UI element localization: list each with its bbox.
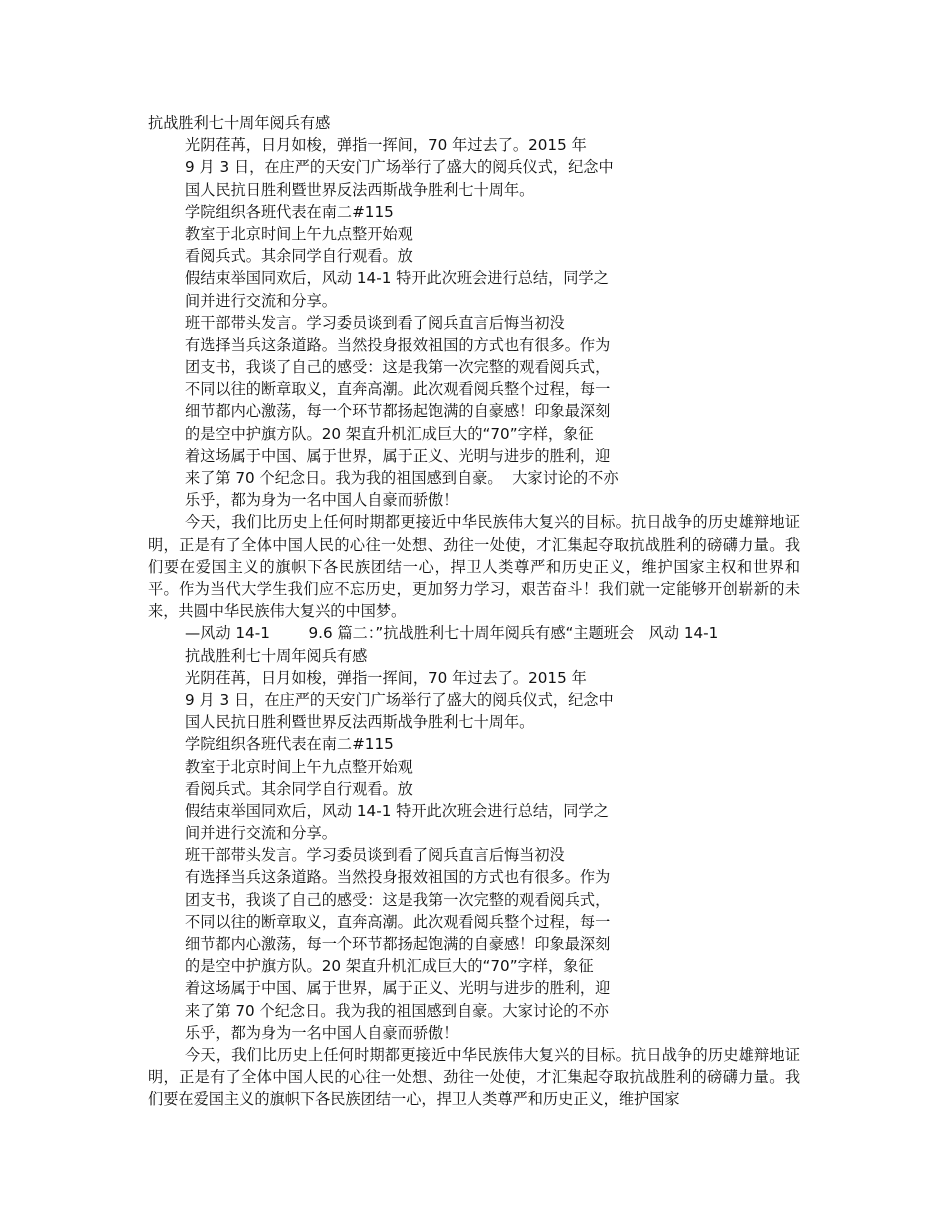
text-line: 乐乎，都为身为一名中国人自豪而骄傲！ bbox=[185, 1023, 459, 1042]
body-paragraph: 今天，我们比历史上任何时期都更接近中华民族伟大复兴的目标。抗日战争的历史雄辩地证明，正是有了全体中国人民的心往一处想、劲往一处使，才汇集起夺取抗战胜利的磅礴力量。我们要在爱国主义的旗帜下各民族团结一心，捍卫人类尊严和历史正义，维护国家 bbox=[148, 1045, 800, 1109]
text-line: 光阴荏苒，日月如梭，弹指一挥间，70 年过去了。2015 年 bbox=[185, 668, 587, 687]
text-line: 间并进行交流和分享。 bbox=[185, 824, 337, 843]
signature-line: —风动 14-1 9.6 篇二：”抗战胜利七十周年阅兵有感“主题班会 风动 14-1 bbox=[185, 624, 719, 643]
text-line: 着这场属于中国、属于世界，属于正义、光明与进步的胜利，迎 bbox=[185, 979, 611, 998]
text-line: 教室于北京时间上午九点整开始观 bbox=[185, 224, 413, 243]
body-paragraph: 今天，我们比历史上任何时期都更接近中华民族伟大复兴的目标。抗日战争的历史雄辩地证明，正是有了全体中国人民的心往一处想、劲往一处使，才汇集起夺取抗战胜利的磅礴力量。我们要在爱国主义的旗帜下各民族团结一心，捍卫人类尊严和历史正义，维护国家主权和世界和平。作为当代大学生我们应不忘历史，更加努力学习，艰苦奋斗！我们就一定能够开创崭新的未来，共圆中华民族伟大复兴的中国梦。 bbox=[148, 513, 800, 621]
text-line: 学院组织各班代表在南二#115 bbox=[185, 202, 394, 221]
text-line: 不同以往的断章取义，直奔高潮。此次观看阅兵整个过程，每一 bbox=[185, 912, 611, 931]
text-line: 有选择当兵这条道路。当然投身报效祖国的方式也有很多。作为 bbox=[185, 335, 611, 354]
text-line: 有选择当兵这条道路。当然投身报效祖国的方式也有很多。作为 bbox=[185, 868, 611, 887]
text-line: 学院组织各班代表在南二#115 bbox=[185, 735, 394, 754]
text-line: 不同以往的断章取义，直奔高潮。此次观看阅兵整个过程，每一 bbox=[185, 380, 611, 399]
text-line: 的是空中护旗方队。20 架直升机汇成巨大的“70”字样，象征 bbox=[185, 424, 594, 443]
text-line: 9 月 3 日，在庄严的天安门广场举行了盛大的阅兵仪式，纪念中 bbox=[185, 158, 614, 177]
text-line: 教室于北京时间上午九点整开始观 bbox=[185, 757, 413, 776]
text-line: 看阅兵式。其余同学自行观看。放 bbox=[185, 779, 413, 798]
text-line: 假结束举国同欢后，风动 14-1 特开此次班会进行总结，同学之 bbox=[185, 269, 609, 288]
text-line: 假结束举国同欢后，风动 14-1 特开此次班会进行总结，同学之 bbox=[185, 801, 609, 820]
text-line: 乐乎，都为身为一名中国人自豪而骄傲！ bbox=[185, 491, 459, 510]
section-title: 抗战胜利七十周年阅兵有感 bbox=[185, 646, 368, 665]
text-line: 细节都内心激荡，每一个环节都扬起饱满的自豪感！印象最深刻 bbox=[185, 935, 611, 954]
text-line: 间并进行交流和分享。 bbox=[185, 291, 337, 310]
document-title: 抗战胜利七十周年阅兵有感 bbox=[148, 114, 331, 132]
text-line: 国人民抗日胜利暨世界反法西斯战争胜利七十周年。 bbox=[185, 180, 535, 199]
text-line: 班干部带头发言。学习委员谈到看了阅兵直言后悔当初没 bbox=[185, 313, 565, 332]
text-line: 国人民抗日胜利暨世界反法西斯战争胜利七十周年。 bbox=[185, 713, 535, 732]
text-line: 团支书，我谈了自己的感受：这是我第一次完整的观看阅兵式， bbox=[185, 358, 611, 377]
text-line: 光阴荏苒，日月如梭，弹指一挥间，70 年过去了。2015 年 bbox=[185, 136, 587, 155]
text-line: 细节都内心激荡，每一个环节都扬起饱满的自豪感！印象最深刻 bbox=[185, 402, 611, 421]
text-line: 看阅兵式。其余同学自行观看。放 bbox=[185, 247, 413, 266]
text-line: 9 月 3 日，在庄严的天安门广场举行了盛大的阅兵仪式，纪念中 bbox=[185, 690, 614, 709]
text-line: 着这场属于中国、属于世界，属于正义、光明与进步的胜利，迎 bbox=[185, 446, 611, 465]
text-line: 团支书，我谈了自己的感受：这是我第一次完整的观看阅兵式， bbox=[185, 890, 611, 909]
text-line: 来了第 70 个纪念日。我为我的祖国感到自豪。大家讨论的不亦 bbox=[185, 1001, 609, 1020]
document-body bbox=[148, 112, 808, 1111]
text-line: 的是空中护旗方队。20 架直升机汇成巨大的“70”字样，象征 bbox=[185, 957, 594, 976]
text-line: 来了第 70 个纪念日。我为我的祖国感到自豪。 大家讨论的不亦 bbox=[185, 469, 619, 487]
text-line: 班干部带头发言。学习委员谈到看了阅兵直言后悔当初没 bbox=[185, 846, 565, 865]
